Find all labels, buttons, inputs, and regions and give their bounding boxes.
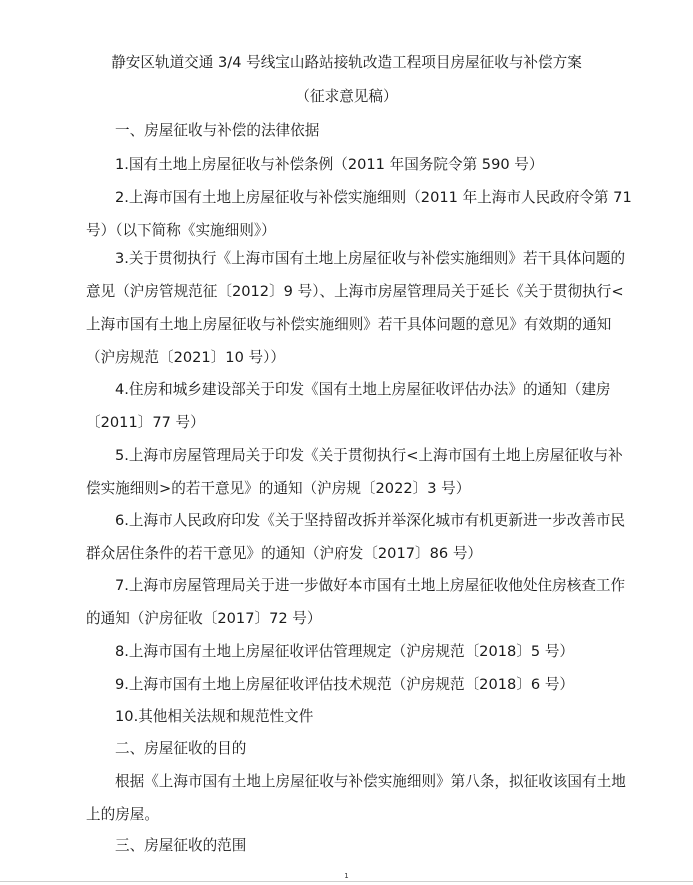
- list-item-3: 3.关于贯彻执行《上海市国有土地上房屋征收与补偿实施细则》若干具体问题的意见（沪房管规范征〔2012〕9 号）、上海市房屋管理局关于延长《关于贯彻执行<上海市国有土地上房屋征收与补偿实施细则》若干具体问题的意见》有效期的通知（沪房规范〔2021〕10 号））: [86, 250, 626, 366]
- page-number: 1: [344, 872, 349, 880]
- section-heading-purpose: 二、房屋征收的目的: [115, 740, 247, 757]
- list-item-1: 1.国有土地上房屋征收与补偿条例（2011 年国务院令第 590 号）: [115, 156, 544, 173]
- document-subtitle: （征求意见稿）: [295, 88, 398, 105]
- document-title: 静安区轨道交通 3/4 号线宝山路站接轨改造工程项目房屋征收与补偿方案: [111, 54, 582, 71]
- list-item-6: 6.上海市人民政府印发《关于坚持留改拆并举深化城市有机更新进一步改善市民群众居住条件的若干意见》的通知（沪府发〔2017〕86 号）: [86, 512, 626, 562]
- section-purpose-body: 根据《上海市国有土地上房屋征收与补偿实施细则》第八条，拟征收该国有土地上的房屋。: [86, 773, 626, 823]
- list-item-9: 9.上海市国有土地上房屋征收评估技术规范（沪房规范〔2018〕6 号）: [115, 676, 575, 693]
- list-item-4: 4.住房和城乡建设部关于印发《国有土地上房屋征收评估办法》的通知（建房〔2011〕77 号）: [86, 381, 611, 431]
- page-bottom-edge: [0, 881, 693, 882]
- list-item-7: 7.上海市房屋管理局关于进一步做好本市国有土地上房屋征收他处住房核查工作的通知（沪房征收〔2017〕72 号）: [86, 577, 626, 627]
- list-item-5: 5.上海市房屋管理局关于印发《关于贯彻执行<上海市国有土地上房屋征收与补偿实施细则>的若干意见》的通知（沪房规〔2022〕3 号）: [86, 447, 623, 497]
- section-heading-scope: 三、房屋征收的范围: [115, 837, 247, 854]
- list-item-10: 10.其他相关法规和规范性文件: [115, 708, 314, 725]
- list-item-2: 2.上海市国有土地上房屋征收与补偿实施细则（2011 年上海市人民政府令第 71 号）（以下简称《实施细则》）: [86, 189, 632, 239]
- section-heading-legal-basis: 一、房屋征收与补偿的法律依据: [115, 122, 320, 139]
- list-item-8: 8.上海市国有土地上房屋征收评估管理规定（沪房规范〔2018〕5 号）: [115, 643, 575, 660]
